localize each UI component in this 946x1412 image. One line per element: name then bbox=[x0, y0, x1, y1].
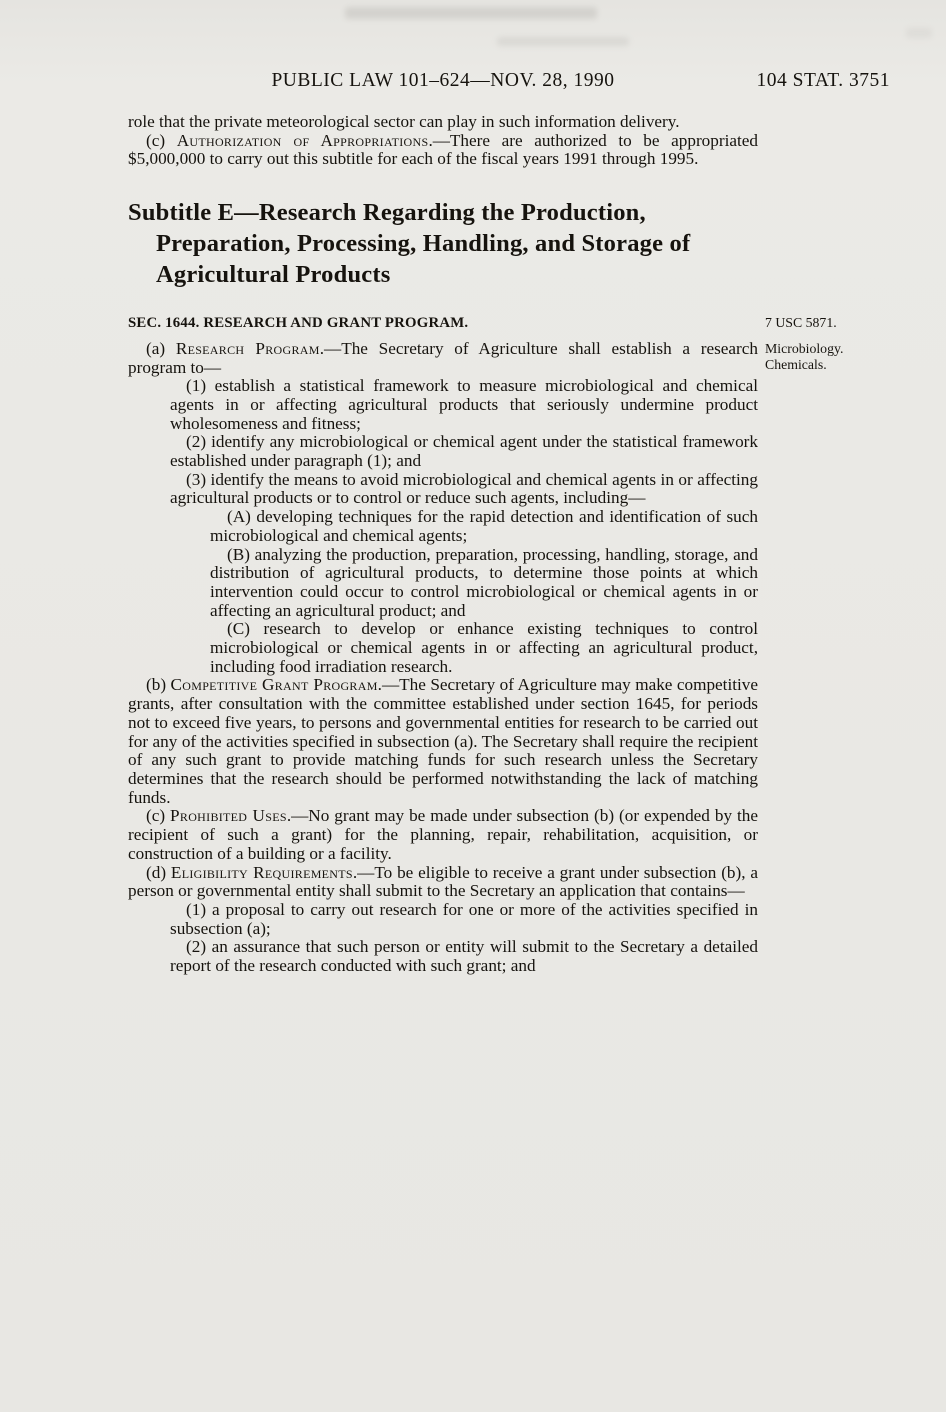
scan-artifact bbox=[497, 37, 629, 46]
clause-label: (b) bbox=[146, 675, 171, 695]
clause-title: Research Program bbox=[175, 338, 320, 358]
paragraph-eligibility bbox=[128, 864, 758, 901]
clause-text: .—There are authorized to be appropriated $5,000,000 to carry out this subtitle for each of the fiscal years 1991 through 1995. bbox=[128, 130, 758, 169]
section-heading-text: SEC. 1644. RESEARCH AND GRANT PROGRAM. bbox=[128, 315, 469, 332]
clause-text: .—To be eligible to receive a grant under subsection (b), a person or governmental entity shall submit to the Secretary an application that contains— bbox=[128, 862, 758, 901]
margin-note-subjects bbox=[765, 341, 935, 373]
clause-subitem: (B) analyzing the production, preparation, processing, handling, storage, and distribution of agricultural products, to determine those points at which intervention could occur to control microbiological or chemical agents in or affecting an agricultural product; and bbox=[210, 544, 758, 620]
paragraph-authorization bbox=[128, 132, 758, 169]
clause-text: .—The Secretary of Agriculture shall establish a research program to— bbox=[128, 338, 758, 377]
clause-text: .—No grant may be made under subsection (b) (or expended by the recipient of such a grant) for the planning, repair, rehabilitation, acquisition, or construction of a building or a facility. bbox=[128, 806, 759, 863]
paragraph-competitive-grant bbox=[128, 676, 758, 807]
page-header bbox=[0, 70, 946, 96]
clause-title: Competitive Grant Program bbox=[170, 675, 378, 695]
clause-item: (3) identify the means to avoid microbiological and chemical agents in or affecting agricultural products or to control or reduce such agents, including— bbox=[170, 469, 758, 508]
section-heading bbox=[128, 314, 837, 333]
clause-label: (d) bbox=[146, 862, 171, 882]
margin-note-usc: 7 USC 5871. bbox=[765, 315, 837, 331]
paragraph-prohibited-uses bbox=[128, 807, 758, 863]
clause-item: (1) a proposal to carry out research for one or more of the activities specified in subsection (a); bbox=[170, 899, 758, 938]
clause-item: (2) an assurance that such person or entity will submit to the Secretary a detailed report of the research conducted with such grant; and bbox=[170, 937, 758, 976]
clause-title: Authorization of Appropriations bbox=[176, 130, 429, 150]
clause-item: (1) establish a statistical framework to measure microbiological and chemical agents in or affecting agricultural products that seriously undermine product wholesomeness and fitness; bbox=[170, 376, 758, 433]
document-body bbox=[128, 112, 844, 976]
subtitle-heading: Subtitle E—Research Regarding the Production, Preparation, Processing, Handling, and Storage of Agricultural Products bbox=[128, 199, 691, 289]
continuation-paragraph: role that the private meteorological sector can play in such information delivery. bbox=[128, 112, 680, 131]
clause-label: (c) bbox=[146, 806, 171, 826]
margin-note-line: Chemicals. bbox=[765, 356, 827, 372]
clause-title: Eligibility Requirements bbox=[170, 862, 353, 882]
margin-note-line: Microbiology. bbox=[765, 340, 844, 356]
clause-title: Prohibited Uses bbox=[170, 806, 287, 826]
clause-text: .—The Secretary of Agriculture may make competitive grants, after consultation with the committee established under section 1645, for periods not to exceed five years, to persons and governmental entities for research to be carried out for any of the activities specified in subsection (a). The Secretary shall require the recipient of any such grant to provide matching funds for such research unless the Secretary determines that the research should be performed notwithstanding the lack of matching funds. bbox=[128, 675, 759, 807]
stat-citation: 104 STAT. 3751 bbox=[756, 70, 890, 91]
clause-item: (2) identify any microbiological or chemical agent under the statistical framework established under paragraph (1); and bbox=[170, 432, 758, 471]
scan-artifact bbox=[906, 28, 932, 38]
clause-label: (c) bbox=[146, 130, 177, 150]
clause-subitem: (C) research to develop or enhance existing techniques to control microbiological or chemical agents in or affecting an agricultural product, including food irradiation research. bbox=[210, 619, 758, 676]
clause-label: (a) bbox=[146, 338, 176, 358]
scan-artifact bbox=[345, 7, 597, 19]
law-title: PUBLIC LAW 101–624—NOV. 28, 1990 bbox=[271, 70, 615, 91]
paragraph-research-program bbox=[128, 338, 844, 377]
clause-subitem: (A) developing techniques for the rapid detection and identification of such microbiological and chemical agents; bbox=[210, 507, 758, 545]
